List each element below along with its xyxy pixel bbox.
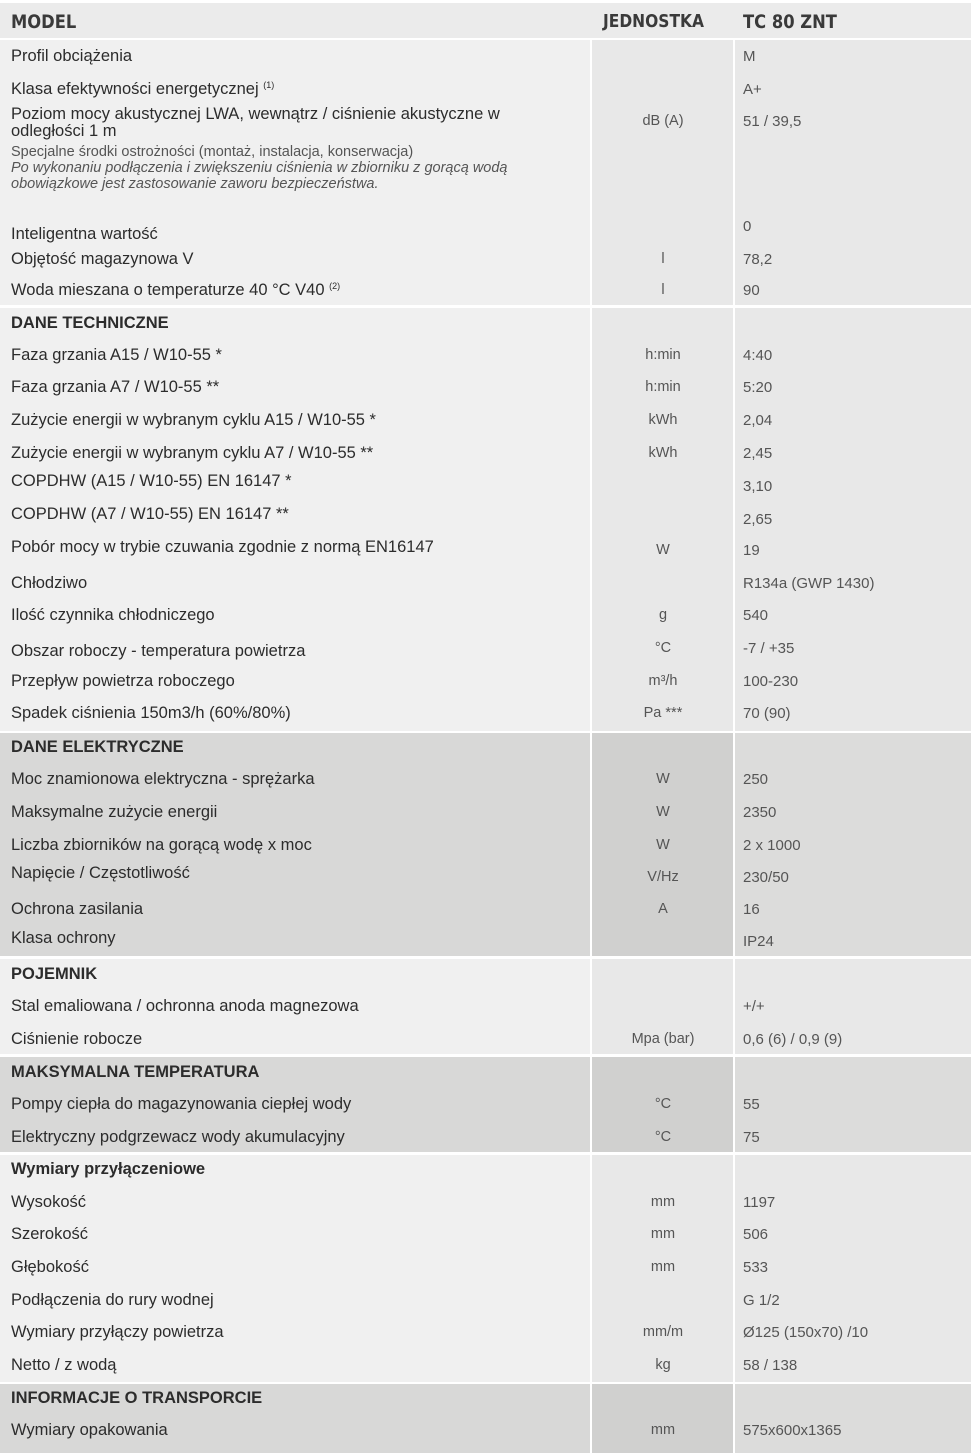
row-value: 58 / 138 (743, 1357, 798, 1374)
header-value: TC 80 ZNT (743, 11, 837, 33)
row-value: 51 / 39,5 (743, 113, 802, 130)
section-electrical (0, 733, 971, 956)
row-unit: W (656, 771, 670, 787)
section-title: POJEMNIK (11, 965, 98, 983)
row-label: Głębokość (11, 1258, 89, 1276)
row-value: IP24 (743, 933, 774, 950)
row-value: +/+ (743, 998, 765, 1015)
row-unit: °C (654, 640, 672, 656)
row-label: Klasa efektywności energetycznej $^{(1)}$ (11, 80, 275, 98)
row-label: Poziom mocy akustycznej LWA, wewnątrz / ciśnienie akustyczne w odległości 1 m (11, 105, 500, 140)
row-value: 16 (743, 901, 760, 918)
row-value: 2350 (743, 804, 777, 821)
row-label: Woda mieszana o temperaturze 40 °C V40 $^{(2)}$ (11, 281, 341, 299)
row-unit: mm (650, 1259, 676, 1275)
section-transport (0, 1384, 971, 1453)
row-label: Spadek ciśnienia 150m3/h (60%/80%) (11, 704, 291, 722)
row-value: -7 / +35 (743, 640, 795, 657)
section-tank (0, 959, 971, 1054)
row-value: 0 (743, 218, 752, 235)
section-title: Wymiary przyłączeniowe (11, 1160, 206, 1178)
row-label: Objętość magazynowa V (11, 250, 194, 268)
row-value: G 1/2 (743, 1292, 780, 1309)
row-value: 1197 (743, 1194, 776, 1211)
row-label: Profil obciążenia (11, 47, 133, 65)
row-value: 78,2 (743, 251, 773, 268)
row-label: Stal emaliowana / ochronna anoda magnezowa (11, 997, 359, 1015)
row-value: Ø125 (150x70) /10 (743, 1324, 869, 1341)
row-label: Netto / z wodą (11, 1356, 117, 1374)
row-unit: l (661, 282, 665, 298)
header-model: MODEL (11, 11, 77, 33)
row-unit: A (658, 901, 668, 917)
row-unit: mm (650, 1226, 676, 1242)
row-value: 2,65 (743, 511, 773, 528)
section-technical (0, 308, 971, 731)
row-label: Chłodziwo (11, 574, 88, 592)
section-title: DANE ELEKTRYCZNE (11, 738, 184, 756)
row-unit: m³/h (648, 673, 678, 689)
row-unit: h:min (645, 347, 681, 363)
row-value: 75 (743, 1129, 760, 1146)
row-label: Zużycie energii w wybranym cyklu A15 / W10-55 * (11, 411, 376, 429)
row-value: 70 (90) (743, 705, 791, 722)
row-label: Napięcie / Częstotliwość (11, 864, 190, 882)
row-unit: kWh (648, 412, 678, 428)
section-title: DANE TECHNICZNE (11, 314, 169, 332)
row-unit: h:min (645, 379, 681, 395)
row-unit: kWh (648, 445, 678, 461)
row-value: A+ (743, 81, 762, 98)
section-title: MAKSYMALNA TEMPERATURA (11, 1063, 260, 1081)
row-note: Specjalne środki ostrożności (montaż, instalacja, konserwacja) Po wykonaniu podłączenia i zwiększeniu ciśnienia w zbiorniku z gorącą wodą obowiązkowe jest zastosowanie zaworu bezpieczeństwa. (11, 144, 508, 192)
row-label: Maksymalne zużycie energii (11, 803, 218, 821)
row-value: 3,10 (743, 478, 773, 495)
row-unit: l (661, 251, 665, 267)
row-unit: g (658, 607, 668, 623)
row-label: Faza grzania A7 / W10-55 ** (11, 378, 220, 396)
row-value: 575x600x1365 (743, 1422, 842, 1439)
row-value: 19 (743, 542, 760, 559)
row-label: Liczba zbiorników na gorącą wodę x moc (11, 836, 312, 854)
row-unit: W (656, 542, 670, 558)
row-label: Ciśnienie robocze (11, 1030, 143, 1048)
row-value: 100-230 (743, 673, 799, 690)
row-value: 230/50 (743, 869, 789, 886)
row-unit: V/Hz (647, 869, 679, 885)
row-value: 506 (743, 1226, 769, 1243)
row-label: Inteligentna wartość (11, 225, 158, 243)
row-label: Wymiary opakowania (11, 1421, 168, 1439)
row-unit: Pa *** (643, 705, 683, 721)
row-value: 5:20 (743, 379, 773, 396)
section-title: INFORMACJE O TRANSPORCIE (11, 1389, 263, 1407)
row-unit: Mpa (bar) (631, 1031, 695, 1047)
row-unit: °C (654, 1129, 672, 1145)
row-value: 2,04 (743, 412, 773, 429)
row-unit: °C (654, 1096, 672, 1112)
row-label: Wymiary przyłączy powietrza (11, 1323, 224, 1341)
table-header (0, 3, 971, 38)
row-label: Elektryczny podgrzewacz wody akumulacyjny (11, 1128, 345, 1146)
row-label: Faza grzania A15 / W10-55 * (11, 346, 222, 364)
row-value: 0,6 (6) / 0,9 (9) (743, 1031, 843, 1048)
row-unit: mm (650, 1194, 676, 1210)
row-value: 2 x 1000 (743, 837, 801, 854)
row-label: Pompy ciepła do magazynowania ciepłej wody (11, 1095, 352, 1113)
row-unit: W (656, 837, 670, 853)
row-label: Wysokość (11, 1193, 87, 1211)
row-label: Pobór mocy w trybie czuwania zgodnie z normą EN16147 (11, 538, 434, 556)
row-value: M (743, 48, 756, 65)
row-label: Klasa ochrony (11, 929, 116, 947)
section-max-temperature (0, 1057, 971, 1152)
row-value: R134a (GWP 1430) (743, 575, 875, 592)
row-label: Przepływ powietrza roboczego (11, 672, 235, 690)
row-label: Szerokość (11, 1225, 89, 1243)
row-value: 4:40 (743, 347, 773, 364)
row-value: 540 (743, 607, 769, 624)
row-value: 90 (743, 282, 760, 299)
row-label: Podłączenia do rury wodnej (11, 1291, 214, 1309)
row-unit: kg (655, 1357, 671, 1373)
row-label: Zużycie energii w wybranym cyklu A7 / W10-55 ** (11, 444, 374, 462)
row-value: 533 (743, 1259, 769, 1276)
row-value: 55 (743, 1096, 760, 1113)
row-label: Ochrona zasilania (11, 900, 144, 918)
row-label: Obszar roboczy - temperatura powietrza (11, 642, 306, 660)
row-value: 250 (743, 771, 769, 788)
row-label: Ilość czynnika chłodniczego (11, 606, 215, 624)
row-label: COPDHW (A15 / W10-55) EN 16147 * (11, 472, 292, 490)
row-unit: dB (A) (642, 113, 684, 129)
row-value: 2,45 (743, 445, 773, 462)
header-unit: JEDNOSTKA (603, 11, 704, 32)
row-label: Moc znamionowa elektryczna - sprężarka (11, 770, 315, 788)
section-general (0, 40, 971, 305)
row-label: COPDHW (A7 / W10-55) EN 16147 ** (11, 505, 289, 523)
row-unit: mm (650, 1422, 676, 1438)
row-unit: W (656, 804, 670, 820)
row-unit: mm/m (642, 1324, 684, 1340)
section-dimensions (0, 1155, 971, 1382)
